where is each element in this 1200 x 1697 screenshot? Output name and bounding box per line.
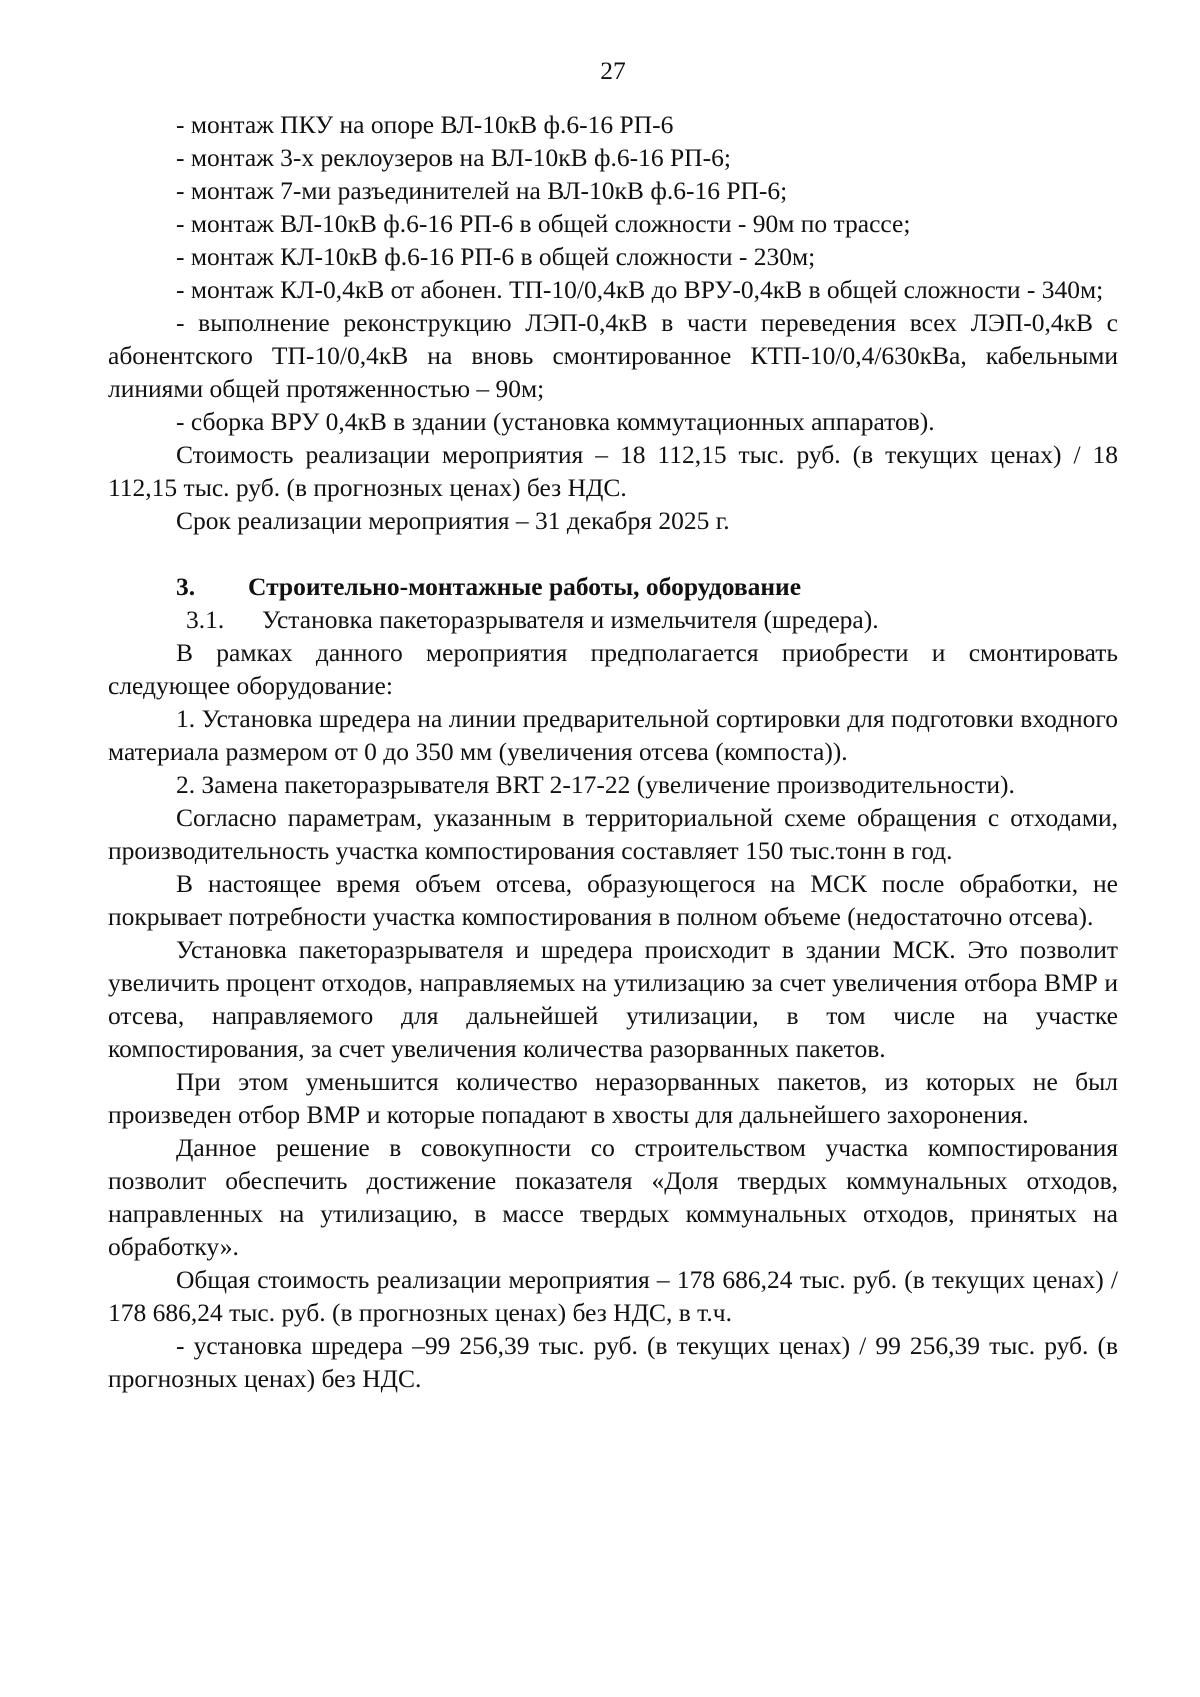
body-paragraph: В рамках данного мероприятия предполагается приобрести и смонтировать следующее оборудование: [108,638,1118,700]
list-item-disconnectors: - монтаж 7-ми разъединителей на ВЛ-10кВ ф.6-16 РП-6; [176,176,788,205]
body-paragraph: Установка пакеторазрывателя и шредера происходит в здании МСК. Это позволит увеличить процент отходов, направляемых на утилизацию за счет увеличения отбора ВМР и отсева, направляемого для дальнейшей утилизации, в том числе на участке компостирования, за счет увеличения количества разорванных пакетов. [108,935,1118,1063]
section-heading [108,570,1118,603]
page-number: 27 [600,56,626,85]
shredder-cost-paragraph: - установка шредера –99 256,39 тыс. руб. (в текущих ценах) / 99 256,39 тыс. руб. (в прогнозных ценах) без НДС. [108,1331,1118,1393]
subsection-title: Установка пакеторазрывателя и измельчителя (шредера). [262,605,879,634]
list-item-pku: - монтаж ПКУ на опоре ВЛ-10кВ ф.6-16 РП-6 [176,110,674,139]
subsection-number: 3.1. [186,605,225,634]
list-item-vru-assembly: - сборка ВРУ 0,4кВ в здании (установка коммутационных аппаратов). [176,407,935,436]
document-page [108,54,1118,1395]
deadline-paragraph: Срок реализации мероприятия – 31 декабря 2025 г. [176,506,730,535]
body-paragraph: При этом уменьшится количество неразорванных пакетов, из которых не был произведен отбор ВМР и которые попадают в хвосты для дальнейшего захоронения. [108,1067,1118,1129]
section-title: Строительно-монтажные работы, оборудование [248,572,802,601]
list-item-reconstruction: - выполнение реконструкцию ЛЭП-0,4кВ в части переведения всех ЛЭП-0,4кВ с абонентского ТП-10/0,4кВ на вновь смонтированное КТП-10/0,4/630кВа, кабельными линиями общей протяженностью – 90м; [108,308,1118,403]
body-paragraph: В настоящее время объем отсева, образующегося на МСК после обработки, не покрывает потребности участка компостирования в полном объеме (недостаточно отсева). [108,869,1118,931]
body-paragraph: Данное решение в совокупности со строительством участка компостирования позволит обеспечить достижение показателя «Доля твердых коммунальных отходов, направленных на утилизацию, в массе твердых коммунальных отходов, принятых на обработку». [108,1133,1118,1261]
list-item-cable-line-10kv: - монтаж КЛ-10кВ ф.6-16 РП-6 в общей сложности - 230м; [176,242,816,271]
section-number: 3. [176,572,196,601]
list-item-cable-line-04kv: - монтаж КЛ-0,4кВ от абонен. ТП-10/0,4кВ до ВРУ-0,4кВ в общей сложности - 340м; [176,275,1104,304]
numbered-item-shredder: 1. Установка шредера на линии предварительной сортировки для подготовки входного материала размером от 0 до 350 мм (увеличения отсева (компоста)). [108,704,1118,766]
numbered-item-bag-opener: 2. Замена пакеторазрывателя BRT 2-17-22 (увеличение производительности). [176,770,1015,799]
total-cost-paragraph: Общая стоимость реализации мероприятия – 178 686,24 тыс. руб. (в текущих ценах) / 178 686,24 тыс. руб. (в прогнозных ценах) без НДС, в т.ч. [108,1265,1118,1327]
cost-paragraph: Стоимость реализации мероприятия – 18 112,15 тыс. руб. (в текущих ценах) / 18 112,15 тыс. руб. (в прогнозных ценах) без НДС. [108,440,1118,502]
subsection-heading [108,603,1118,636]
list-item-overhead-line: - монтаж ВЛ-10кВ ф.6-16 РП-6 в общей сложности - 90м по трассе; [176,209,911,238]
list-item-reclosers: - монтаж 3-х реклоузеров на ВЛ-10кВ ф.6-16 РП-6; [176,143,731,172]
body-paragraph: Согласно параметрам, указанным в территориальной схеме обращения с отходами, производительность участка компостирования составляет 150 тыс.тонн в год. [108,803,1118,865]
